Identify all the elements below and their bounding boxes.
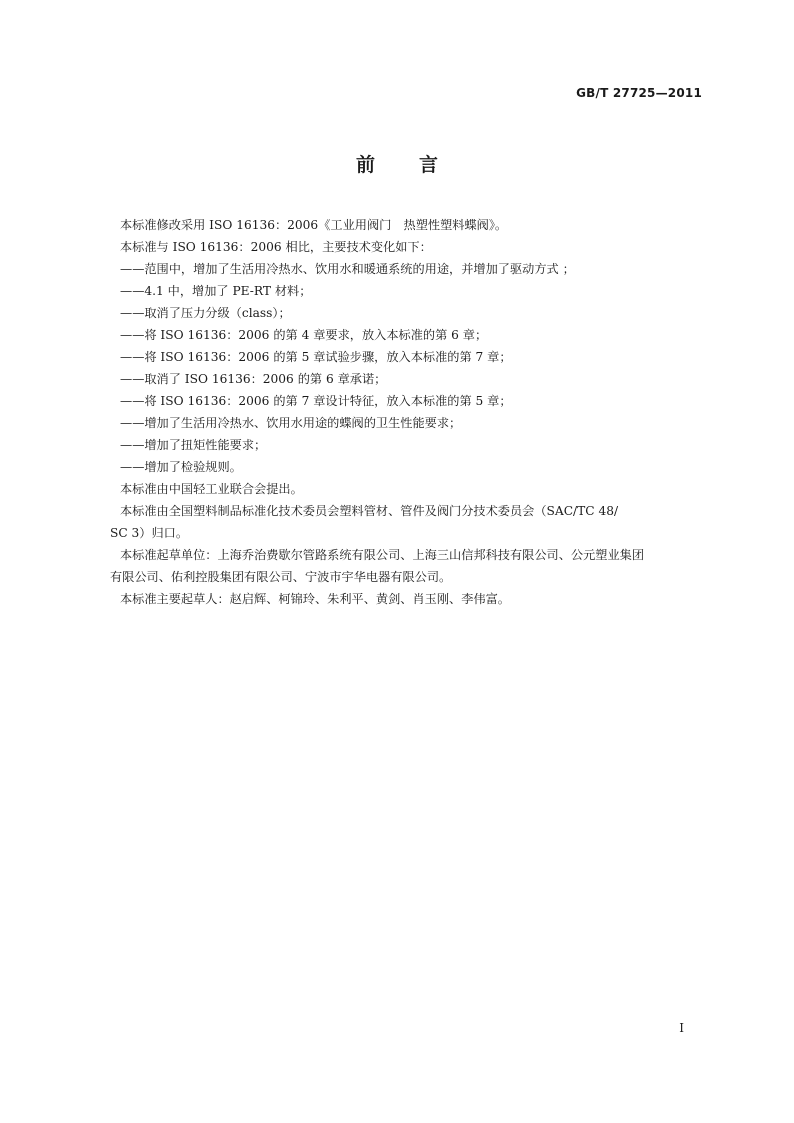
page-title — [0, 150, 794, 177]
drafting-units-line-1: 本标准起草单位：上海乔治费歇尔管路系统有限公司、上海三山信邦科技有限公司、公元塑业集团 — [120, 548, 645, 562]
technical-committee-line-2: SC 3）归口。 — [110, 526, 189, 540]
paragraph-drafters: 本标准主要起草人：赵启辉、柯锦玲、朱利平、黄剑、肖玉刚、李伟富。 — [120, 592, 510, 606]
paragraph-proposer: 本标准由中国轻工业联合会提出。 — [120, 482, 303, 496]
drafting-units-line-2: 有限公司、佑利控股集团有限公司、宁波市宇华电器有限公司。 — [110, 570, 452, 584]
paragraph-technical-committee — [110, 500, 705, 522]
list-item: ——将 ISO 16136：2006 的第 7 章设计特征，放入本标准的第 5 章； — [120, 394, 512, 408]
standard-code: GB/T 27725—2011 — [576, 86, 702, 100]
list-item: ——4.1 中，增加了 PE-RT 材料； — [120, 284, 312, 298]
technical-committee-line-1: 本标准由全国塑料制品标准化技术委员会塑料管材、管件及阀门分技术委员会（SAC/TC 48/ — [120, 504, 619, 518]
list-item: ——将 ISO 16136：2006 的第 5 章试验步骤，放入本标准的第 7 章； — [120, 350, 512, 364]
list-item: ——取消了压力分级（class）； — [120, 306, 291, 320]
paragraph-drafting-units — [110, 544, 705, 566]
paragraph-adoption: 本标准修改采用 ISO 16136：2006《工业用阀门 热塑性塑料蝶阀》。 — [120, 218, 508, 232]
list-item: ——增加了检验规则。 — [120, 460, 242, 474]
list-item: ——增加了扭矩性能要求； — [120, 438, 267, 452]
list-item: ——将 ISO 16136：2006 的第 4 章要求，放入本标准的第 6 章； — [120, 328, 488, 342]
paragraph-changes-intro: 本标准与 ISO 16136：2006 相比，主要技术变化如下： — [120, 240, 432, 254]
page-number: I — [679, 1021, 684, 1035]
document-body — [110, 214, 705, 610]
list-item: ——范围中，增加了生活用冷热水、饮用水和暖通系统的用途，并增加了驱动方式 ； — [120, 262, 575, 276]
list-item: ——增加了生活用冷热水、饮用水用途的蝶阀的卫生性能要求； — [120, 416, 462, 430]
title-char-2: 言 — [419, 154, 439, 176]
title-char-1: 前 — [355, 154, 375, 176]
list-item: ——取消了 ISO 16136：2006 的第 6 章承诺； — [120, 372, 387, 386]
